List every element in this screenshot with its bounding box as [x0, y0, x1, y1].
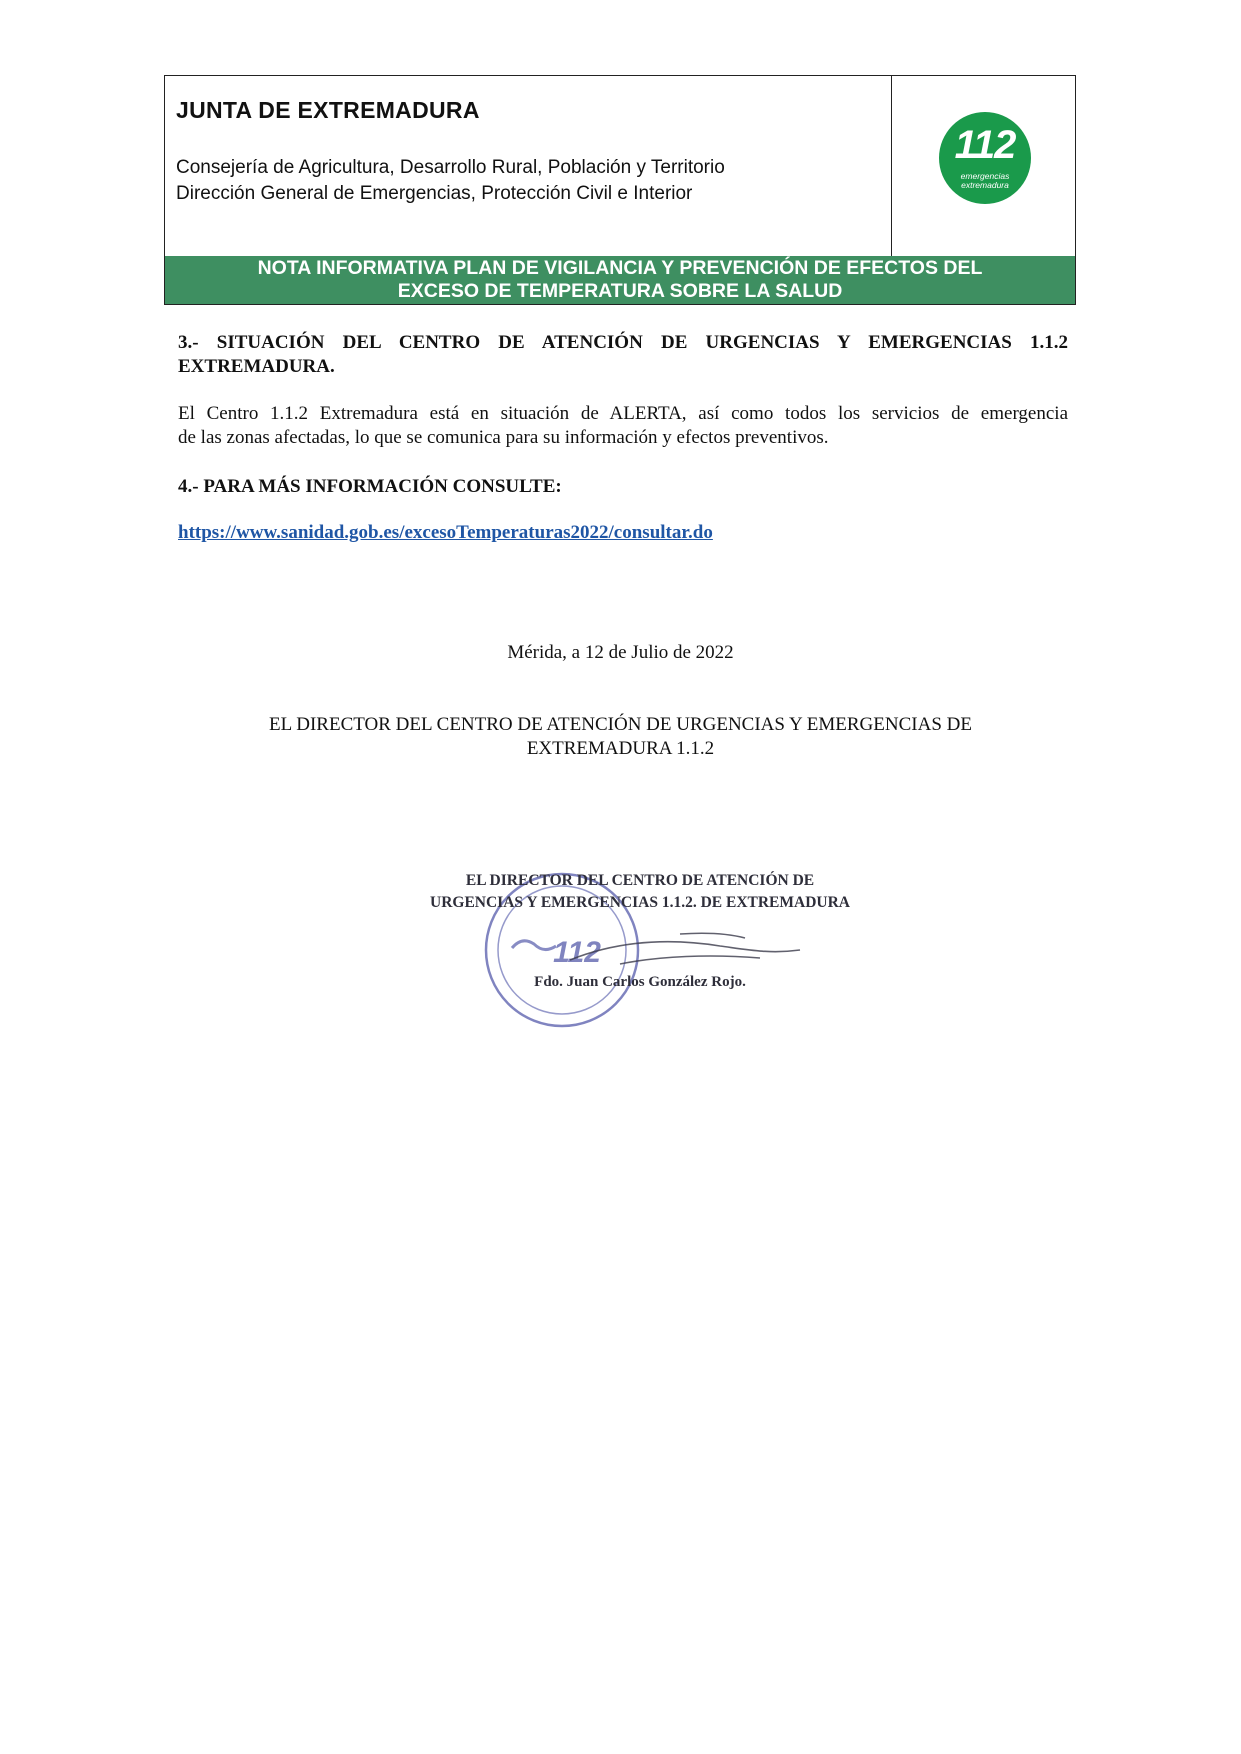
signer-name: Fdo. Juan Carlos González Rojo.	[534, 974, 746, 990]
signature-title-line-1: EL DIRECTOR DEL CENTRO DE ATENCIÓN DE	[465, 872, 815, 889]
signature-title-line-2: URGENCIAS Y EMERGENCIAS 1.1.2. DE EXTREMADURA	[430, 894, 850, 911]
banner-line-2: EXCESO DE TEMPERATURA SOBRE LA SALUD	[397, 280, 843, 302]
logo-line-2: extremadura	[961, 180, 1009, 190]
director-title-line-1: EL DIRECTOR DEL CENTRO DE ATENCIÓN DE URGENCIAS Y EMERGENCIAS DE	[269, 714, 972, 735]
org-name: JUNTA DE EXTREMADURA	[176, 97, 480, 123]
handwritten-signature-icon	[560, 920, 810, 980]
document-header	[164, 75, 1076, 305]
section-3-title-continued: EXTREMADURA.	[178, 356, 335, 377]
logo-number: 112	[954, 123, 1016, 167]
header-org-cell	[165, 76, 891, 256]
section-3-title: 3.- SITUACIÓN DEL CENTRO DE ATENCIÓN DE URGENCIAS Y EMERGENCIAS 1.1.2	[178, 332, 1068, 353]
title-banner	[165, 256, 1075, 304]
signature-block	[380, 860, 900, 1040]
info-link[interactable]: https://www.sanidad.gob.es/excesoTemperaturas2022/consultar.do	[178, 522, 713, 543]
section-4-title: 4.- PARA MÁS INFORMACIÓN CONSULTE:	[178, 476, 562, 497]
svg-text:112: 112	[553, 936, 601, 969]
emergencias-112-logo	[939, 112, 1031, 204]
banner-line-1: NOTA INFORMATIVA PLAN DE VIGILANCIA Y PREVENCIÓN DE EFECTOS DEL	[257, 257, 983, 279]
director-title-line-2: EXTREMADURA 1.1.2	[526, 738, 715, 759]
document-date: Mérida, a 12 de Julio de 2022	[507, 642, 734, 663]
direccion-name: Dirección General de Emergencias, Protección Civil e Interior	[176, 183, 693, 204]
header-logo-cell	[891, 76, 1076, 256]
logo-line-1: emergencias	[960, 171, 1010, 181]
consejeria-name: Consejería de Agricultura, Desarrollo Rural, Población y Territorio	[176, 157, 725, 178]
section-3-body-line-2: de las zonas afectadas, lo que se comunica para su información y efectos preventivos.	[178, 427, 829, 448]
section-3-body-line-1: El Centro 1.1.2 Extremadura está en situación de ALERTA, así como todos los servicios de emergencia	[178, 403, 1068, 424]
